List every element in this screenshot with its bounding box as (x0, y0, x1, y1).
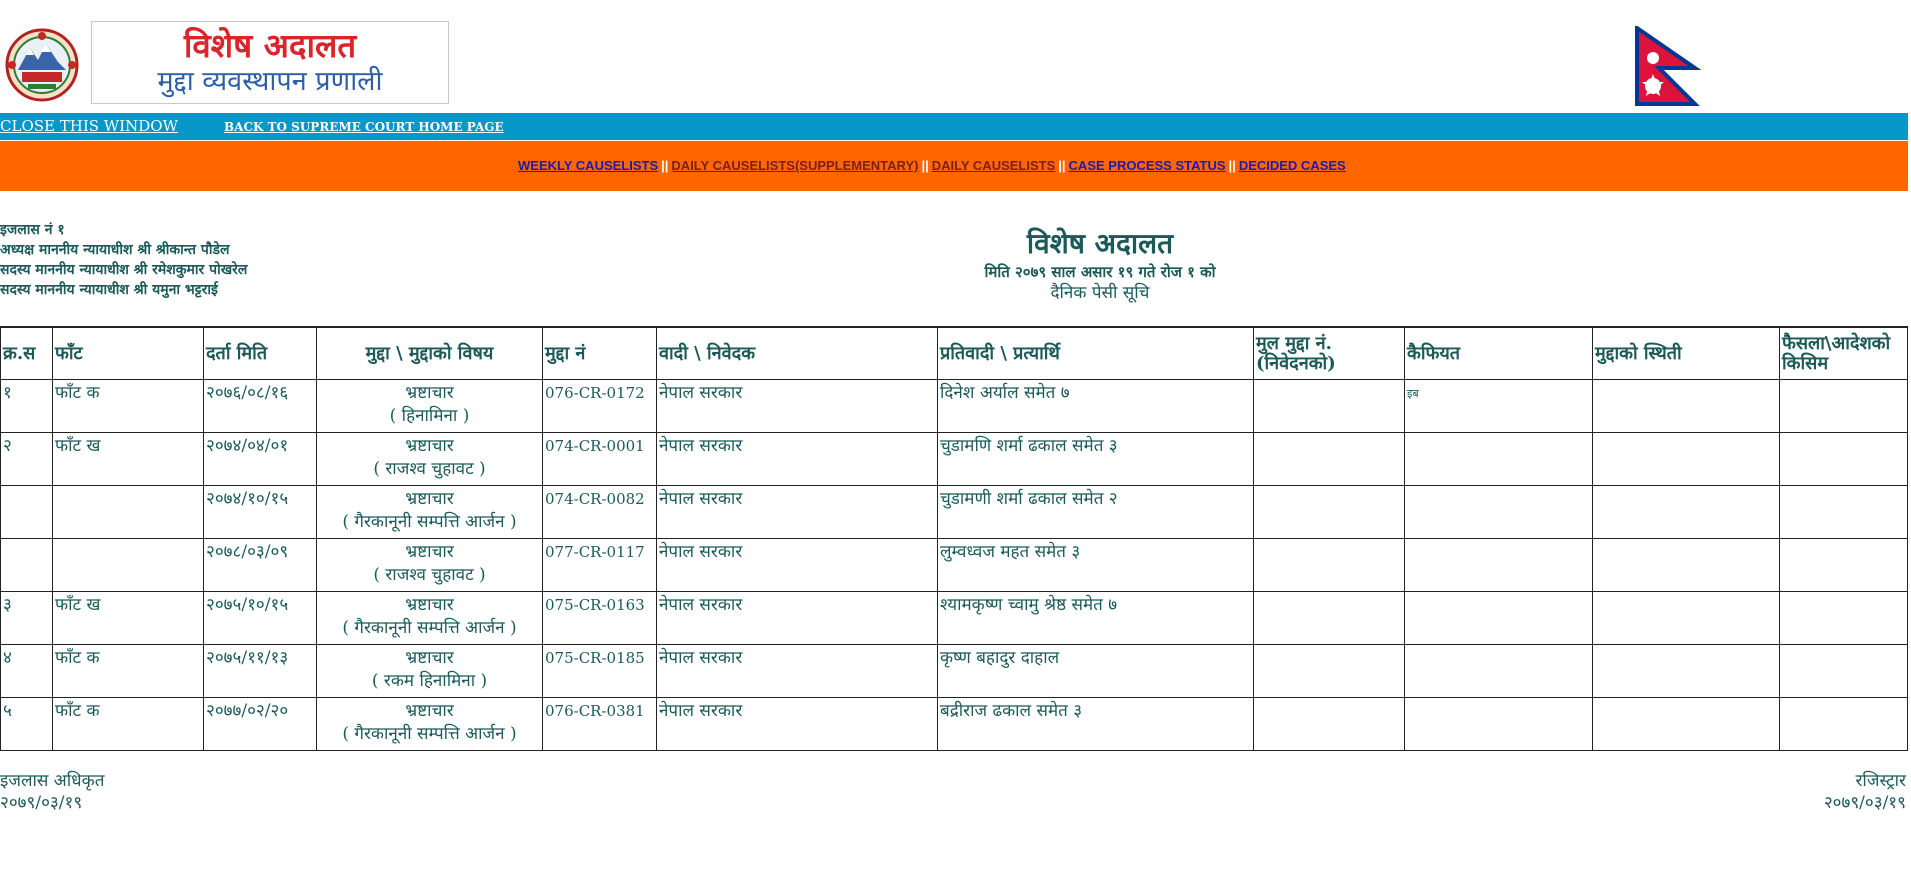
cell-font: फाँट क (53, 380, 204, 433)
registrar-title: रजिस्ट्रार (1855, 771, 1906, 791)
cell-original-case (1254, 698, 1405, 751)
court-title: विशेष अदालत (1026, 227, 1174, 260)
case-subject: ( रकम हिनामिना ) (371, 671, 488, 691)
court-heading (900, 226, 1300, 304)
cell-case-number: 075-CR-0185 (543, 645, 657, 698)
cell-registration-date: २०७४/१०/१५ (204, 486, 317, 539)
cell-serial: ५ (1, 698, 53, 751)
cell-defendant: चुडामणि शर्मा ढकाल समेत ३ (938, 433, 1254, 486)
cell-defendant: चुडामणी शर्मा ढकाल समेत २ (938, 486, 1254, 539)
cell-case-number: 074-CR-0082 (543, 486, 657, 539)
cell-case-subject (317, 698, 543, 751)
cell-defendant: दिनेश अर्याल समेत ७ (938, 380, 1254, 433)
table-row (1, 698, 1908, 751)
cell-case-number: 074-CR-0001 (543, 433, 657, 486)
nav-separator: || (1058, 158, 1066, 173)
cell-registration-date: २०७७/०२/२० (204, 698, 317, 751)
nav-separator: || (1228, 158, 1236, 173)
bench-officer-signature (0, 770, 104, 814)
case-type: भ्रष्टाचार (405, 383, 454, 403)
nav-decided-cases[interactable]: DECIDED CASES (1238, 158, 1346, 173)
case-subject: ( हिनामिना ) (389, 406, 470, 426)
cell-case-status (1593, 486, 1780, 539)
cell-decision-type (1780, 645, 1908, 698)
case-subject: ( राजश्व चुहावट ) (373, 459, 486, 479)
system-logo (91, 21, 449, 104)
cell-decision-type (1780, 698, 1908, 751)
nav-weekly-causelists[interactable]: WEEKLY CAUSELISTS (518, 158, 659, 173)
cell-remarks (1405, 486, 1593, 539)
cell-original-case (1254, 645, 1405, 698)
column-header-defendant: प्रतिवादी \ प्रत्यार्थि (938, 327, 1254, 380)
bench-member: सदस्य माननीय न्यायाधीश श्री यमुना भट्टराई (0, 282, 218, 298)
close-window-link[interactable]: CLOSE THIS WINDOW (0, 117, 178, 135)
cell-decision-type (1780, 592, 1908, 645)
nav-case-process-status[interactable]: CASE PROCESS STATUS (1068, 158, 1226, 173)
cell-original-case (1254, 486, 1405, 539)
cell-original-case (1254, 592, 1405, 645)
cell-case-subject (317, 486, 543, 539)
cell-case-subject (317, 380, 543, 433)
case-subject: ( गैरकानूनी सम्पत्ति आर्जन ) (342, 618, 517, 638)
column-header-case-subject: मुद्दा \ मुद्दाको विषय (317, 327, 543, 380)
cell-plaintiff: नेपाल सरकार (657, 592, 938, 645)
bench-officer-date: २०७९/०३/१९ (0, 793, 83, 813)
table-row (1, 486, 1908, 539)
case-subject: ( राजश्व चुहावट ) (373, 565, 486, 585)
cell-decision-type (1780, 539, 1908, 592)
nav-separator: || (661, 158, 669, 173)
table-header-row (1, 327, 1908, 380)
cell-case-status (1593, 645, 1780, 698)
cell-case-number: 077-CR-0117 (543, 539, 657, 592)
cell-registration-date: २०७५/१०/१५ (204, 592, 317, 645)
cell-font (53, 539, 204, 592)
column-header-serial: क्र.स (1, 327, 53, 380)
column-header-decision-type: फैसला\आदेशको किसिम (1780, 327, 1908, 380)
cell-case-status (1593, 433, 1780, 486)
cell-original-case (1254, 433, 1405, 486)
cell-remarks: इब (1405, 380, 1593, 433)
cell-case-subject (317, 539, 543, 592)
cell-plaintiff: नेपाल सरकार (657, 698, 938, 751)
cell-case-status (1593, 380, 1780, 433)
cell-case-status (1593, 539, 1780, 592)
cell-font: फाँट ख (53, 592, 204, 645)
nav-bar (0, 141, 1908, 191)
supreme-court-home-link[interactable]: BACK TO SUPREME COURT HOME PAGE (224, 120, 504, 134)
table-row (1, 539, 1908, 592)
logo-subtitle: मुद्दा व्यवस्थापन प्रणाली (157, 66, 383, 97)
cell-case-subject (317, 592, 543, 645)
causelist-type: दैनिक पेसी सूचि (1050, 283, 1150, 303)
nav-separator: || (921, 158, 929, 173)
cell-font: फाँट क (53, 645, 204, 698)
cell-registration-date: २०७८/०३/०९ (204, 539, 317, 592)
cell-decision-type (1780, 433, 1908, 486)
causelist-date: मिति २०७९ साल असार १९ गते रोज १ को (984, 263, 1216, 281)
top-link-bar (0, 113, 1908, 140)
cell-case-subject (317, 645, 543, 698)
cell-defendant: श्यामकृष्ण च्वामु श्रेष्ठ समेत ७ (938, 592, 1254, 645)
cell-case-number: 076-CR-0381 (543, 698, 657, 751)
nav-daily-causelists-supplementary[interactable]: DAILY CAUSELISTS(SUPPLEMENTARY) (671, 158, 919, 173)
cell-remarks (1405, 698, 1593, 751)
cell-plaintiff: नेपाल सरकार (657, 486, 938, 539)
cell-remarks (1405, 433, 1593, 486)
cell-plaintiff: नेपाल सरकार (657, 539, 938, 592)
cell-plaintiff: नेपाल सरकार (657, 380, 938, 433)
cell-serial: २ (1, 433, 53, 486)
cell-remarks (1405, 539, 1593, 592)
table-row (1, 592, 1908, 645)
case-type: भ्रष्टाचार (405, 542, 454, 562)
causelist-table (0, 326, 1908, 751)
cell-serial (1, 486, 53, 539)
cell-registration-date: २०७५/११/१३ (204, 645, 317, 698)
cell-remarks (1405, 592, 1593, 645)
bench-info (0, 220, 247, 300)
cell-registration-date: २०७४/०४/०१ (204, 433, 317, 486)
cell-serial: ३ (1, 592, 53, 645)
nepal-flag-icon (1633, 26, 1701, 106)
column-header-original-case: मुल मुद्दा नं. (निवेदनको) (1254, 327, 1405, 380)
column-header-case-number: मुद्दा नं (543, 327, 657, 380)
case-type: भ्रष्टाचार (405, 595, 454, 615)
bench-member: अध्यक्ष माननीय न्यायाधीश श्री श्रीकान्त पौडेल (0, 242, 230, 258)
logo-title: विशेष अदालत (183, 26, 357, 65)
cell-case-subject (317, 433, 543, 486)
cell-serial (1, 539, 53, 592)
bench-member: सदस्य माननीय न्यायाधीश श्री रमेशकुमार पोखरेल (0, 262, 248, 278)
cell-defendant: कृष्ण बहादुर दाहाल (938, 645, 1254, 698)
cell-case-status (1593, 698, 1780, 751)
cell-serial: ४ (1, 645, 53, 698)
bench-number: इजलास नं १ (0, 222, 65, 238)
column-header-plaintiff: वादी \ निवेदक (657, 327, 938, 380)
registrar-date: २०७९/०३/१९ (1823, 793, 1906, 813)
case-subject: ( गैरकानूनी सम्पत्ति आर्जन ) (342, 512, 517, 532)
table-row (1, 433, 1908, 486)
cell-case-number: 075-CR-0163 (543, 592, 657, 645)
case-subject: ( गैरकानूनी सम्पत्ति आर्जन ) (342, 724, 517, 744)
cell-defendant: लुम्वध्वज महत समेत ३ (938, 539, 1254, 592)
cell-defendant: बद्रीराज ढकाल समेत ३ (938, 698, 1254, 751)
column-header-font: फाँट (53, 327, 204, 380)
case-type: भ्रष्टाचार (405, 648, 454, 668)
nav-links (518, 158, 1346, 173)
cell-remarks (1405, 645, 1593, 698)
cell-font: फाँट क (53, 698, 204, 751)
column-header-case-status: मुद्दाको स्थिती (1593, 327, 1780, 380)
page-header (0, 0, 1911, 112)
cell-font: फाँट ख (53, 433, 204, 486)
cell-case-status (1593, 592, 1780, 645)
case-type: भ्रष्टाचार (405, 489, 454, 509)
cell-plaintiff: नेपाल सरकार (657, 645, 938, 698)
cell-original-case (1254, 539, 1405, 592)
cell-font (53, 486, 204, 539)
nav-daily-causelists[interactable]: DAILY CAUSELISTS (931, 158, 1056, 173)
nepal-emblem-icon (0, 28, 84, 102)
cell-registration-date: २०७६/०८/१६ (204, 380, 317, 433)
table-row (1, 645, 1908, 698)
cell-decision-type (1780, 380, 1908, 433)
cell-plaintiff: नेपाल सरकार (657, 433, 938, 486)
bench-officer-title: इजलास अधिकृत (0, 771, 105, 791)
table-row (1, 380, 1908, 433)
cell-serial: १ (1, 380, 53, 433)
registrar-signature (1824, 770, 1906, 814)
case-type: भ्रष्टाचार (405, 701, 454, 721)
cell-decision-type (1780, 486, 1908, 539)
cell-original-case (1254, 380, 1405, 433)
column-header-registration-date: दर्ता मिति (204, 327, 317, 380)
column-header-remarks: कैफियत (1405, 327, 1593, 380)
case-type: भ्रष्टाचार (405, 436, 454, 456)
cell-case-number: 076-CR-0172 (543, 380, 657, 433)
